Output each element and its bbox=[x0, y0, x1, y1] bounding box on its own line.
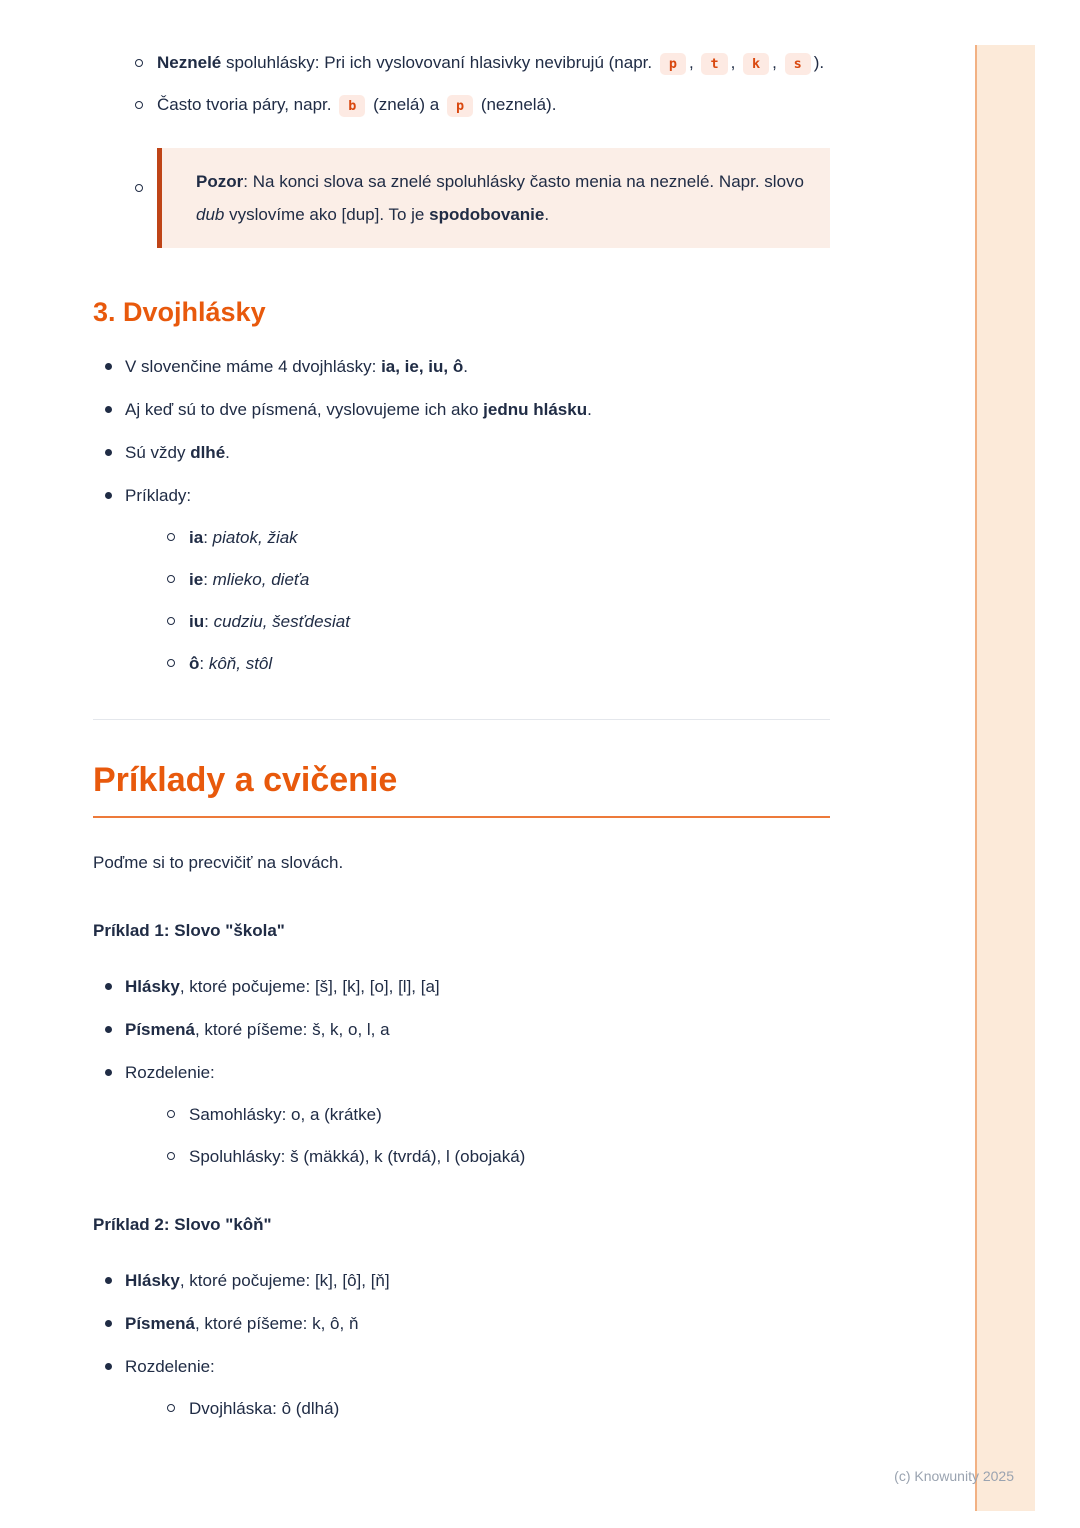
inline-code-chip: t bbox=[701, 53, 727, 75]
callout-text bbox=[196, 165, 804, 231]
list-item-label: Rozdelenie: bbox=[125, 1063, 215, 1082]
callout-note bbox=[157, 148, 830, 248]
text-segment: Aj keď sú to dve písmená, vyslovujeme ich ako bbox=[125, 400, 484, 419]
list-item bbox=[93, 1017, 830, 1043]
text-segment: ô bbox=[189, 654, 200, 673]
text-segment: , ktoré počujeme: [š], [k], [o], [l], [a] bbox=[179, 977, 440, 996]
list-item bbox=[157, 1144, 830, 1170]
text-segment: Hlásky bbox=[125, 977, 180, 996]
text-segment: dlhé bbox=[190, 443, 226, 462]
text-segment: (znelá) a bbox=[368, 95, 444, 114]
text-segment: ie bbox=[189, 570, 204, 589]
inline-code-chip: k bbox=[743, 53, 769, 75]
inline-code-chip: s bbox=[785, 53, 811, 75]
text-segment: iu bbox=[189, 612, 205, 631]
inline-code-chip: p bbox=[447, 95, 473, 117]
inline-code-chip: p bbox=[660, 53, 686, 75]
list-item bbox=[93, 440, 830, 466]
text-segment: Príklad 2: Slovo "kôň" bbox=[93, 1215, 272, 1234]
text-segment: : bbox=[203, 528, 213, 547]
text-segment: dub bbox=[196, 205, 225, 224]
list-item bbox=[93, 92, 830, 118]
example2-list bbox=[93, 1268, 830, 1422]
practice-intro-text: Poďme si to precvičiť na slovách. bbox=[93, 853, 344, 872]
list-item-label: Príklady: bbox=[125, 486, 192, 505]
text-segment: : bbox=[203, 570, 213, 589]
list-item bbox=[93, 354, 830, 380]
priklady-sublist bbox=[125, 525, 830, 677]
list-item bbox=[93, 148, 830, 248]
page-title-priklady-a-cvicenie: Príklady a cvičenie bbox=[93, 760, 830, 818]
text-segment: Neznelé bbox=[157, 53, 222, 72]
example2-sublist bbox=[125, 1396, 830, 1422]
list-item bbox=[93, 397, 830, 423]
list-item bbox=[93, 1311, 830, 1337]
text-segment: jednu hlásku bbox=[483, 400, 588, 419]
text-segment: , ktoré píšeme: š, k, o, l, a bbox=[194, 1020, 390, 1039]
list-item bbox=[93, 50, 830, 76]
text-segment: . bbox=[587, 400, 592, 419]
text-segment: : Na konci slova sa znelé spoluhlásky často menia na neznelé. Napr. slovo bbox=[243, 172, 804, 191]
list-item bbox=[93, 974, 830, 1000]
section-divider bbox=[93, 719, 830, 720]
list-item bbox=[157, 1396, 830, 1422]
text-segment: ). bbox=[813, 53, 825, 72]
dvojhlasky-list bbox=[93, 354, 830, 677]
section-heading-dvojhlasky: 3. Dvojhlásky bbox=[93, 297, 266, 327]
text-segment: . bbox=[225, 443, 230, 462]
continued-bullet-list bbox=[93, 50, 830, 248]
text-segment: , ktoré píšeme: k, ô, ň bbox=[194, 1314, 359, 1333]
text-segment: Samohlásky: o, a (krátke) bbox=[189, 1105, 382, 1124]
text-segment: Hlásky bbox=[125, 1271, 180, 1290]
list-item bbox=[93, 483, 830, 677]
list-item bbox=[93, 1268, 830, 1294]
list-item bbox=[157, 1102, 830, 1128]
list-item bbox=[157, 651, 830, 677]
text-segment: (neznelá). bbox=[476, 95, 557, 114]
text-segment: Písmená bbox=[125, 1314, 195, 1333]
text-segment: Spoluhlásky: š (mäkká), k (tvrdá), l (obojaká) bbox=[189, 1147, 526, 1166]
example1-sublist bbox=[125, 1102, 830, 1170]
inline-code-chip: b bbox=[339, 95, 365, 117]
text-segment: , ktoré počujeme: [k], [ô], [ň] bbox=[179, 1271, 390, 1290]
text-segment: kôň, stôl bbox=[208, 654, 273, 673]
list-item bbox=[157, 609, 830, 635]
text-segment: vyslovíme ako [dup]. To je bbox=[224, 205, 430, 224]
text-segment: , bbox=[772, 53, 782, 72]
list-item bbox=[93, 1060, 830, 1170]
text-segment: spodobovanie bbox=[429, 205, 545, 224]
text-segment: V slovenčine máme 4 dvojhlásky: bbox=[125, 357, 382, 376]
list-item-label: Rozdelenie: bbox=[125, 1357, 215, 1376]
copyright-footer: (c) Knowunity 2025 bbox=[894, 1468, 1014, 1484]
text-segment: Písmená bbox=[125, 1020, 195, 1039]
text-segment: : bbox=[204, 612, 214, 631]
text-segment: spoluhlásky: Pri ich vyslovovaní hlasivky nevibrujú (napr. bbox=[221, 53, 657, 72]
text-segment: piatok, žiak bbox=[212, 528, 298, 547]
example1-list bbox=[93, 974, 830, 1170]
text-segment: Pozor bbox=[196, 172, 244, 191]
text-segment: Príklad 1: Slovo "škola" bbox=[93, 921, 285, 940]
text-segment: ia bbox=[189, 528, 204, 547]
list-item bbox=[93, 1354, 830, 1422]
text-segment: Dvojhláska: ô (dlhá) bbox=[189, 1399, 340, 1418]
document-content bbox=[93, 50, 830, 1439]
page-edge-decoration bbox=[975, 45, 1035, 1511]
example1-title bbox=[93, 918, 830, 944]
example2-title bbox=[93, 1212, 830, 1238]
text-segment: cudziu, šesťdesiat bbox=[213, 612, 350, 631]
list-item bbox=[157, 567, 830, 593]
text-segment: Často tvoria páry, napr. bbox=[157, 95, 337, 114]
text-segment: : bbox=[199, 654, 209, 673]
text-segment: . bbox=[463, 357, 468, 376]
text-segment: mlieko, dieťa bbox=[212, 570, 310, 589]
text-segment: ia, ie, iu, ô bbox=[381, 357, 464, 376]
text-segment: , bbox=[730, 53, 741, 72]
text-segment: Sú vždy bbox=[125, 443, 191, 462]
text-segment: . bbox=[544, 205, 550, 224]
list-item bbox=[157, 525, 830, 551]
text-segment: , bbox=[688, 53, 699, 72]
